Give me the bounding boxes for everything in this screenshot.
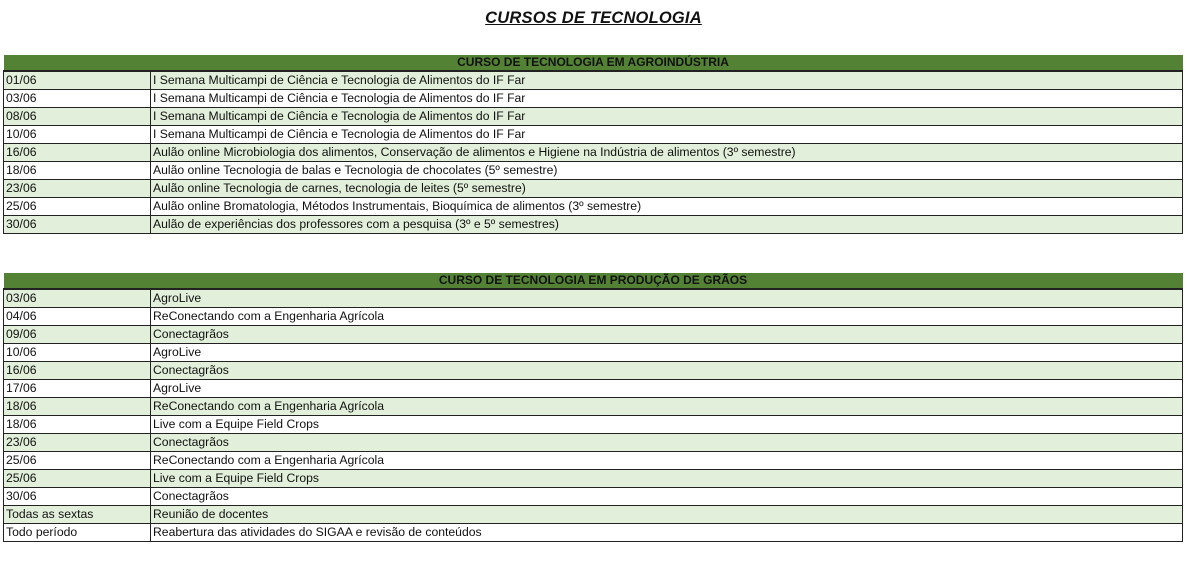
event-cell: Live com a Equipe Field Crops [151,470,1183,488]
event-cell: I Semana Multicampi de Ciência e Tecnologia de Alimentos do IF Far [151,71,1183,90]
table-row [4,126,1183,144]
date-cell: 04/06 [4,308,151,326]
date-cell: 08/06 [4,108,151,126]
date-cell: 10/06 [4,344,151,362]
section-header: CURSO DE TECNOLOGIA EM AGROINDÚSTRIA [4,55,1183,71]
event-cell: Reunião de docentes [151,506,1183,524]
table-row [4,398,1183,416]
event-cell: I Semana Multicampi de Ciência e Tecnologia de Alimentos do IF Far [151,108,1183,126]
date-cell: 03/06 [4,90,151,108]
date-cell: 10/06 [4,126,151,144]
table-row [4,506,1183,524]
event-cell: Aulão online Bromatologia, Métodos Instrumentais, Bioquímica de alimentos (3º semestre) [151,198,1183,216]
table-row [4,144,1183,162]
date-cell: 01/06 [4,71,151,90]
event-cell: AgroLive [151,344,1183,362]
table-row [4,198,1183,216]
event-cell: Conectagrãos [151,326,1183,344]
event-cell: Reabertura das atividades do SIGAA e revisão de conteúdos [151,524,1183,542]
date-cell: 17/06 [4,380,151,398]
event-cell: Live com a Equipe Field Crops [151,416,1183,434]
event-cell: Aulão online Microbiologia dos alimentos, Conservação de alimentos e Higiene na Indústria de alimentos (3º semestre) [151,144,1183,162]
date-cell: 23/06 [4,180,151,198]
table-row [4,289,1183,308]
event-cell: Conectagrãos [151,434,1183,452]
table-row [4,308,1183,326]
event-cell: AgroLive [151,289,1183,308]
date-cell: 09/06 [4,326,151,344]
table-row [4,524,1183,542]
table-row [4,416,1183,434]
agroindustria-schedule-table [3,55,1183,234]
event-cell: ReConectando com a Engenharia Agrícola [151,308,1183,326]
event-cell: ReConectando com a Engenharia Agrícola [151,452,1183,470]
date-cell: 16/06 [4,144,151,162]
event-cell: AgroLive [151,380,1183,398]
table-row [4,362,1183,380]
date-cell: 30/06 [4,216,151,234]
date-cell: 25/06 [4,452,151,470]
table-row [4,216,1183,234]
table-row [4,470,1183,488]
date-cell: 18/06 [4,398,151,416]
table-row [4,108,1183,126]
event-cell: Aulão online Tecnologia de carnes, tecnologia de leites (5º semestre) [151,180,1183,198]
table-row [4,344,1183,362]
table-row [4,452,1183,470]
date-cell: Todas as sextas [4,506,151,524]
page-title: CURSOS DE TECNOLOGIA [485,9,702,27]
date-cell: 23/06 [4,434,151,452]
date-cell: 25/06 [4,198,151,216]
date-cell: 16/06 [4,362,151,380]
table-row [4,326,1183,344]
date-cell: 25/06 [4,470,151,488]
event-cell: Conectagrãos [151,362,1183,380]
table-row [4,90,1183,108]
event-cell: I Semana Multicampi de Ciência e Tecnologia de Alimentos do IF Far [151,90,1183,108]
date-cell: 18/06 [4,162,151,180]
date-cell: Todo período [4,524,151,542]
event-cell: I Semana Multicampi de Ciência e Tecnologia de Alimentos do IF Far [151,126,1183,144]
table-row [4,488,1183,506]
section-header: CURSO DE TECNOLOGIA EM PRODUÇÃO DE GRÃOS [4,273,1183,289]
table-row [4,434,1183,452]
event-cell: ReConectando com a Engenharia Agrícola [151,398,1183,416]
date-cell: 18/06 [4,416,151,434]
event-cell: Aulão de experiências dos professores com a pesquisa (3º e 5º semestres) [151,216,1183,234]
event-cell: Conectagrãos [151,488,1183,506]
date-cell: 03/06 [4,289,151,308]
table-row [4,71,1183,90]
date-cell: 30/06 [4,488,151,506]
event-cell: Aulão online Tecnologia de balas e Tecnologia de chocolates (5º semestre) [151,162,1183,180]
table-row [4,180,1183,198]
table-row [4,380,1183,398]
table-row [4,162,1183,180]
producao-graos-schedule-table [3,273,1183,542]
